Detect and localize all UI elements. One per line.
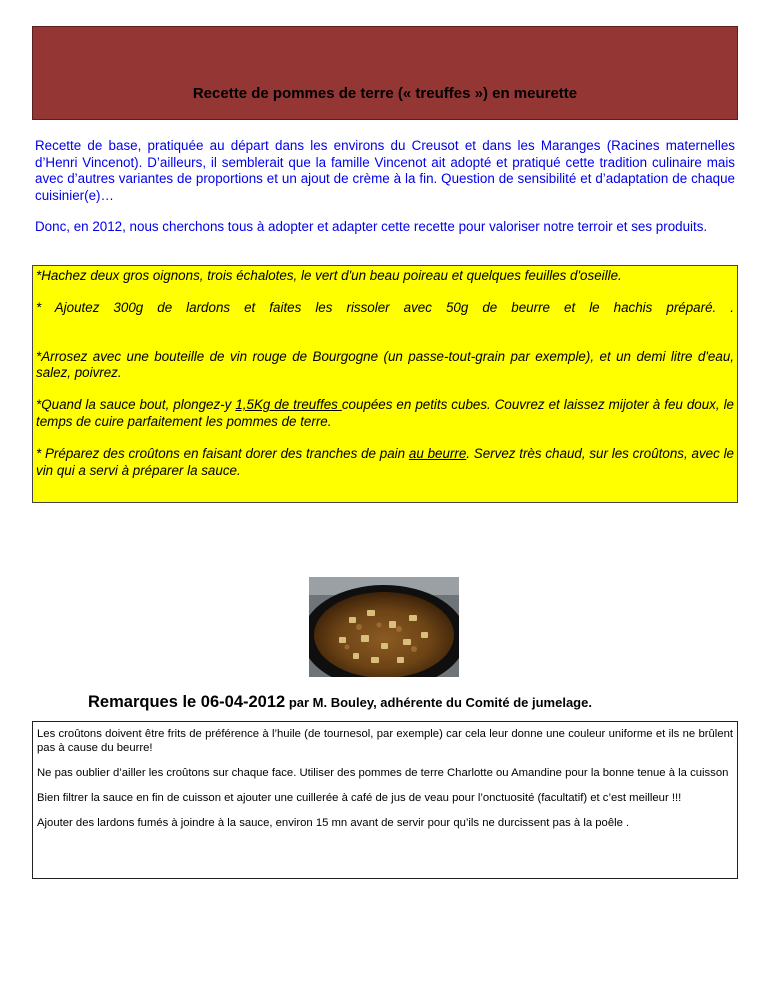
remarks-box bbox=[32, 721, 738, 879]
remark-item: Ajouter des lardons fumés à joindre à la sauce, environ 15 mn avant de servir pour qu’ils ne durcissent pas à la poêle . bbox=[37, 817, 630, 829]
intro-paragraph-1: Recette de base, pratiquée au départ dans les environs du Creusot et dans les Maranges (Racines maternelles d’Henri Vincenot). D’ailleurs, il semblerait que la famille Vincenot ait adopté et pratiqué cette tradition culinaire mais avec d’autres variantes de proportions et un ajout de crème à la fin. Question de sensibilité et d’adaptation de chaque cuisinier(e)… bbox=[35, 138, 735, 203]
recipe-step-5 bbox=[36, 446, 734, 480]
butter-link[interactable]: au beurre bbox=[408, 445, 467, 461]
recipe-step-4-start: *Quand la sauce bout, plongez-y bbox=[36, 397, 236, 413]
remarks-heading bbox=[88, 693, 592, 712]
remarks-byline: par M. Bouley, adhérente du Comité de jumelage. bbox=[285, 695, 592, 710]
recipe-step-4-end: coupées en petits cubes. Couvrez et laissez mijoter à feu doux, le temps de cuire parfaitement les pommes de terre. bbox=[36, 397, 734, 429]
intro-paragraph-2: Donc, en 2012, nous cherchons tous à adopter et adapter cette recette pour valoriser notre terroir et ses produits. bbox=[35, 219, 708, 234]
recipe-step-1: *Hachez deux gros oignons, trois échalotes, le vert d'un beau poireau et quelques feuilles d'oseille. bbox=[36, 268, 622, 283]
recipe-steps-box bbox=[32, 265, 738, 503]
recipe-step-3: *Arrosez avec une bouteille de vin rouge de Bourgogne (un passe-tout-grain par exemple), et un demi litre d'eau, salez, poivrez. bbox=[36, 348, 734, 381]
remarks-title: Remarques le 06-04-2012 bbox=[88, 693, 286, 711]
recipe-step-5-end: . Servez très chaud, sur les croûtons, avec le vin qui a servi à préparer la sauce. bbox=[36, 445, 734, 478]
recipe-step-2: * Ajoutez 300g de lardons et faites les rissoler avec 50g de beurre et le hachis préparé. . bbox=[36, 299, 734, 315]
remark-item: Bien filtrer la sauce en fin de cuisson et ajouter une cuillerée à café de jus de veau pour l’onctuosité (facultatif) et c’est meilleur !!! bbox=[37, 792, 682, 804]
recipe-step-4 bbox=[36, 397, 734, 431]
title-banner bbox=[32, 26, 738, 120]
quantity-link[interactable]: 1,5Kg de treuffes bbox=[235, 397, 342, 413]
remark-item: Ne pas oublier d’ailler les croûtons sur chaque face. Utiliser des pommes de terre Charlotte ou Amandine pour la bonne tenue à la cuisson bbox=[37, 767, 729, 779]
pot-of-stew-image bbox=[309, 577, 459, 677]
recipe-step-5-start: * Préparez des croûtons en faisant dorer des tranches de pain bbox=[36, 445, 409, 461]
page-title: Recette de pommes de terre (« treuffes ») en meurette bbox=[192, 85, 578, 102]
remark-item: Les croûtons doivent être frits de préférence à l’huile (de tournesol, par exemple) car cela leur donne une couleur uniforme et ils ne brûlent pas à cause du beurre! bbox=[37, 728, 733, 754]
dish-photo bbox=[309, 577, 459, 677]
